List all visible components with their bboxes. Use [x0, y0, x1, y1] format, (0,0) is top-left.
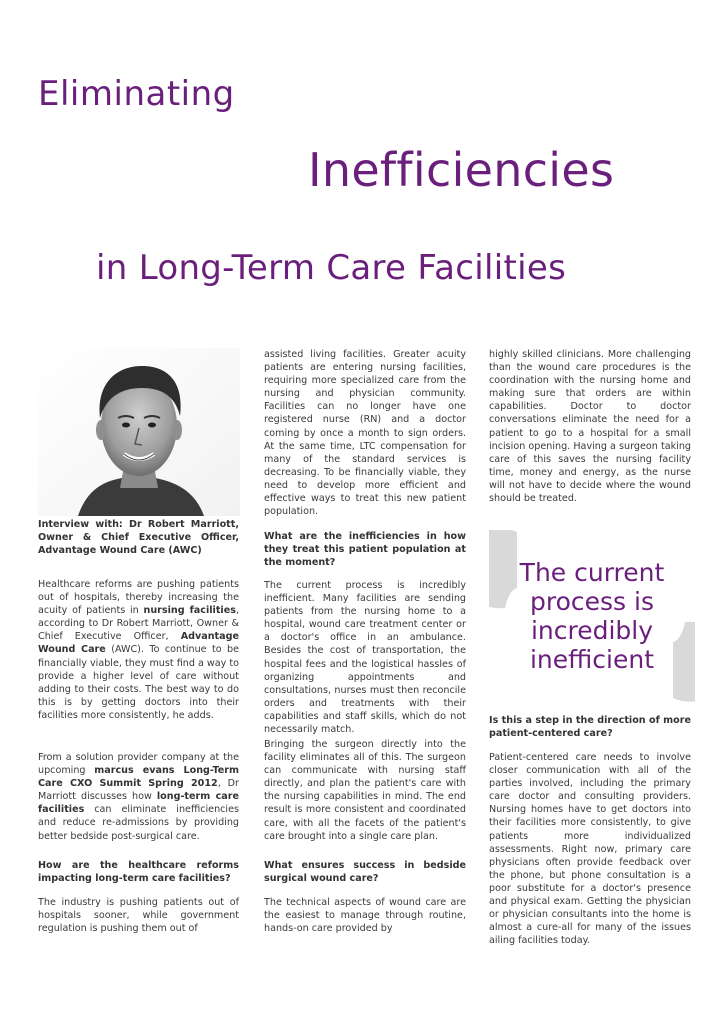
pull-quote-text: The current process is incredibly inefficient — [519, 558, 665, 674]
interview-intro: Interview with: Dr Robert Marriott, Owner & Chief Executive Officer, Advantage Wound Care (AWC) — [38, 519, 239, 557]
col1-paragraph-2: From a solution provider company at the upcoming marcus evans Long-Term Care CXO Summit Spring 2012, Dr Marriott discusses how long-term care facilities can eliminate inefficiencies and reduce re-admissions by providing better bedside post-surgical care. — [38, 752, 239, 842]
col1-paragraph-3: The industry is pushing patients out of hospitals sooner, while government regulation is pushing them out of — [38, 897, 239, 935]
title-line-2: Inefficiencies — [308, 143, 615, 197]
col2-paragraph-4: The technical aspects of wound care are the easiest to manage through routine, hands-on care provided by — [264, 897, 466, 935]
portrait-illustration — [38, 348, 240, 516]
pull-quote — [489, 530, 695, 702]
col2-paragraph-2: The current process is incredibly inefficient. Many facilities are sending patients from the nursing home to a hospital, wound care treatment center or a doctor's office in an ambulance. Besides the cost of transportation, the hospital fees and the logistical hassles of organizing appointments and consultations, nurses must then reconcile orders and treatments with their capabilities and staff skills, which do not necessarily match. — [264, 580, 466, 736]
col2-paragraph-1: assisted living facilities. Greater acuity patients are entering nursing facilities, requiring more specialized care from the nursing and physician community. Facilities can no longer have one registered nurse (RN) and a doctor coming by once a month to sign orders. At the same time, LTC compensation for many of the standard services is decreasing. To be financially viable, they need to develop more efficient and effective ways to treat this new patient population. — [264, 349, 466, 518]
col3-question-1: Is this a step in the direction of more patient-centered care? — [489, 715, 691, 740]
title-line-3: in Long-Term Care Facilities — [96, 248, 567, 288]
col1-paragraph-1: Healthcare reforms are pushing patients out of hospitals, thereby increasing the acuity of patients in nursing facilities, according to Dr Robert Marriott, Owner & Chief Executive Officer, Advantage Wound Care (AWC). To continue to be financially viable, they must find a way to provide a higher level of care without adding to their costs. The best way to do this is by getting doctors into their facilities more consistently, he adds. — [38, 579, 239, 721]
title-line-1: Eliminating — [38, 74, 235, 114]
col1-question-1: How are the healthcare reforms impacting long-term care facilities? — [38, 860, 239, 885]
col3-paragraph-2: Patient-centered care needs to involve closer communication with all of the parties involved, including the primary care doctor and consulting providers. Nursing homes have to get doctors into their facilities more consistently, to give patients more individualized assessments. Right now, primary care physicians often provide feedback over the phone, but phone consultation is a poor substitute for a doctor's presence and physical exam. Getting the physician or physician consultants into the home is almost a cure-all for many of the issues ailing facilities today. — [489, 752, 691, 947]
col3-paragraph-1: highly skilled clinicians. More challenging than the wound care procedures is the coordination with the nursing home and making sure that orders are within capabilities. Doctor to doctor conversations eliminate the need for a patient to go to a hospital for a small incision opening. Having a surgeon taking care of this saves the nursing facility time, money and energy, as the nurse will not have to decide where the wound should be treated. — [489, 349, 691, 505]
col2-paragraph-3: Bringing the surgeon directly into the facility eliminates all of this. The surgeon can communicate with nursing staff directly, and plan the patient's care with the nursing capabilities in mind. The end result is more consistent and coordinated care, with all the facets of the patient's care brought into a single care plan. — [264, 739, 466, 842]
col2-question-2: What ensures success in bedside surgical wound care? — [264, 860, 466, 885]
portrait-photo — [38, 348, 240, 516]
col2-question-1: What are the inefficiencies in how they treat this patient population at the moment? — [264, 531, 466, 569]
